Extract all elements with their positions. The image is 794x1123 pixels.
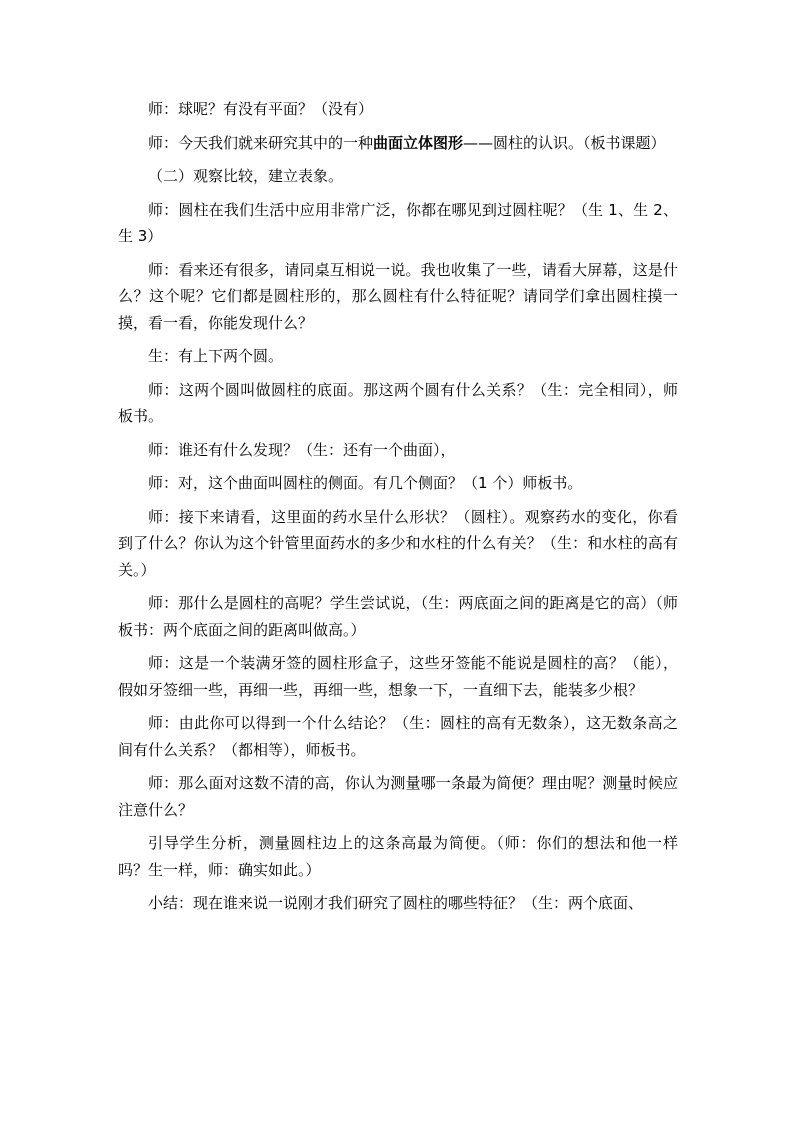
paragraph: 师：这是一个装满牙签的圆柱形盒子，这些牙签能不能说是圆柱的高？（能），假如牙签细一些，再细一些，再细一些，想象一下，一直细下去，能装多少根？ (118, 654, 678, 699)
paragraph: 师：那么面对这数不清的高，你认为测量哪一条最为简便？理由呢？测量时候应注意什么？ (118, 774, 678, 819)
paragraph-text: 师：今天我们就来研究其中的一种 (148, 133, 374, 152)
document-body (118, 96, 678, 924)
paragraph: 小结：现在谁来说一说刚才我们研究了圆柱的哪些特征？（生：两个底面、 (148, 894, 644, 912)
paragraph: 师：圆柱在我们生活中应用非常广泛，你都在哪见到过圆柱呢？（生 1、生 2、生 3） (118, 200, 678, 245)
paragraph: 师：接下来请看，这里面的药水呈什么形状？（圆柱）。观察药水的变化，你看到了什么？你认为这个针管里面药水的多少和水柱的什么有关？（生：和水柱的高有关。） (118, 507, 678, 579)
paragraph-text: ——圆柱的认识。（板书课题） (463, 133, 666, 152)
paragraph: 师：那什么是圆柱的高呢？学生尝试说，（生：两底面之间的距离是它的高）（师板书：两个底面之间的距离叫做高。） (118, 594, 678, 639)
paragraph-with-bold-term (118, 130, 678, 157)
paragraph: 师：这两个圆叫做圆柱的底面。那这两个圆有什么关系？（生：完全相同），师板书。 (118, 380, 678, 425)
paragraph: 生：有上下两个圆。 (148, 347, 284, 365)
paragraph: 师：球呢？有没有平面？（没有） (148, 100, 374, 118)
paragraph: 引导学生分析，测量圆柱边上的这条高最为简便。（师：你们的想法和他一样吗？生一样，师：确实如此。） (118, 834, 678, 879)
paragraph: 师：对，这个曲面叫圆柱的侧面。有几个侧面？（1 个）师板书。 (148, 474, 583, 492)
paragraph: 师：由此你可以得到一个什么结论？（生：圆柱的高有无数条），这无数条高之间有什么关系？（都相等），师板书。 (118, 714, 678, 759)
bold-term: 曲面立体图形 (373, 133, 464, 152)
section-heading: （二）观察比较，建立表象。 (148, 167, 344, 185)
paragraph: 师：看来还有很多，请同桌互相说一说。我也收集了一些，请看大屏幕，这是什么？这个呢？它们都是圆柱形的，那么圆柱有什么特征呢？请同学们拿出圆柱摸一摸，看一看，你能发现什么？ (118, 260, 678, 332)
paragraph: 师：谁还有什么发现？（生：还有一个曲面）， (148, 440, 456, 459)
